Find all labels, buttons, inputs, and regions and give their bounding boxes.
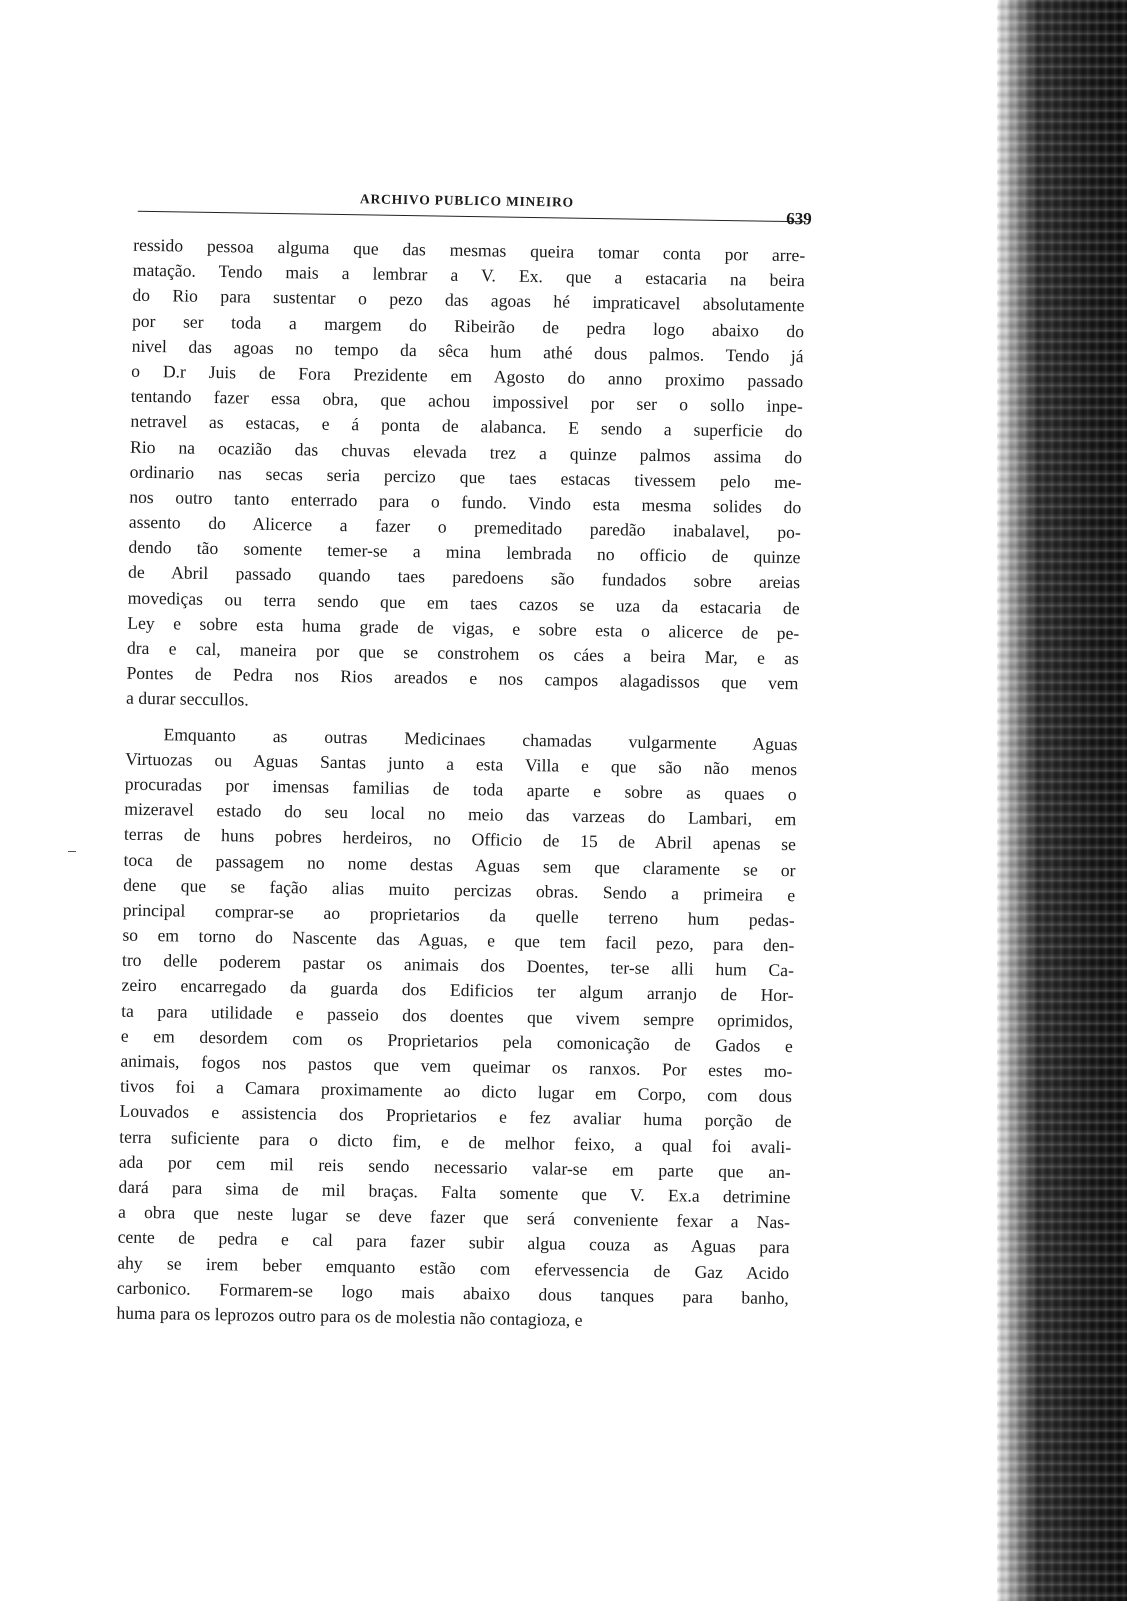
page-number: 639 xyxy=(786,208,812,229)
text-line: zeiro encarregado da guarda dos Edificios ter algum arranjo de Hor- xyxy=(121,975,794,1006)
text-line: de Abril passado quando taes paredoens são fundados sobre areias xyxy=(127,562,801,593)
text-line: ressido pessoa alguma que das mesmas queira tomar conta por arre- xyxy=(133,234,806,266)
margin-mark xyxy=(68,851,76,852)
text-line: tivos foi a Camara proximamente ao dicto lugar em Corpo, com dous xyxy=(119,1075,793,1107)
text-line: ta para utilidade e passeio dos doentes que vivem sempre oprimidos, xyxy=(121,1000,794,1031)
text-line: ordinario nas secas seria percizo que taes estacas tivessem pelo me- xyxy=(129,461,802,492)
text-line: a obra que neste lugar se deve fazer que será conveniente fexar a Nas- xyxy=(117,1201,791,1233)
header-rule xyxy=(138,211,806,222)
text-line: terra suficiente para o dicto fim, e de melhor feixo, a qual foi avali- xyxy=(119,1126,792,1157)
text-line: Rio na ocazião das chuvas elevada trez a quinze palmos assima do xyxy=(129,436,803,467)
text-line: nos outro tanto enterrado para o fundo. Vindo esta mesma solides do xyxy=(129,486,802,518)
text-line: Louvados e assistencia dos Proprietarios e fez avaliar huma porção de xyxy=(119,1100,792,1132)
text-line: do Rio para sustentar o pezo das agoas hé impraticavel absolutamente xyxy=(132,285,805,316)
paragraph xyxy=(126,233,805,722)
text-line: nivel das agoas no tempo da sêca hum athé dous palmos. Tendo já xyxy=(131,335,804,367)
text-line: procuradas por imensas familias de toda aparte e sobre as quaes o xyxy=(124,773,797,805)
text-line: Pontes de Pedra nos Rios areados e nos campos alagadissos que vem xyxy=(126,662,799,694)
text-line: o D.r Juis de Fora Prezidente em Agosto do anno proximo passado xyxy=(131,360,804,392)
text-line: por ser toda a margem do Ribeirão de pedra logo abaixo do xyxy=(131,310,805,341)
text-line: dene que se fação alias muito percizas obras. Sendo a primeira e xyxy=(123,874,796,905)
text-line: mizeravel estado do seu local no meio das varzeas do Lambari, em xyxy=(124,798,797,830)
scan-edge-shadow xyxy=(997,0,1127,1601)
text-line: matação. Tendo mais a lembrar a V. Ex. que a estacaria na beira xyxy=(132,259,805,291)
text-line: cente de pedra e cal para fazer subir algua couza as Aguas para xyxy=(117,1226,790,1258)
text-line: so em torno do Nascente das Aguas, e que tem facil pezo, para den- xyxy=(122,924,795,956)
page-header xyxy=(138,185,812,229)
text-line: ada por cem mil reis sendo necessario valar-se em parte que an- xyxy=(118,1151,791,1182)
text-line: movediças ou terra sendo que em taes cazos se uza da estacaria de xyxy=(127,587,800,618)
text-line: dará para sima de mil braças. Falta somente que V. Ex.a detrimine xyxy=(118,1176,791,1208)
text-line: e em desordem com os Proprietarios pela comonicação de Gados e xyxy=(120,1025,793,1056)
text-line: a durar seccullos. xyxy=(125,688,249,710)
text-line: animais, fogos nos pastos que vem queimar os ranxos. Por estes mo- xyxy=(120,1050,793,1082)
text-line: tro delle poderem pastar os animais dos Doentes, ter-se alli hum Ca- xyxy=(121,949,795,981)
text-line: dra e cal, maneira por que se constrohem os cáes a beira Mar, e as xyxy=(126,637,800,669)
text-line: assento do Alicerce a fazer o premeditado paredão inabalavel, po- xyxy=(128,511,801,543)
text-line: principal comprar-se ao proprietarios da quelle terreno hum pedas- xyxy=(122,899,795,931)
body-text xyxy=(116,233,805,1336)
text-line: tentando fazer essa obra, que achou impossivel por ser o sollo inpe- xyxy=(130,385,803,417)
text-line: ahy se irem beber emquanto estão com efervessencia de Gaz Acido xyxy=(117,1252,790,1283)
running-title: ARCHIVO PUBLICO MINEIRO xyxy=(359,191,575,210)
text-line: carbonico. Formarem-se logo mais abaixo dous tanques para banho, xyxy=(116,1277,789,1308)
text-line: dendo tão somente temer-se a mina lembrada no officio de quinze xyxy=(128,536,801,568)
text-line: toca de passagem no nome destas Aguas sem que claramente se or xyxy=(123,849,796,880)
text-line: Emquanto as outras Medicinaes chamadas vulgarmente Aguas xyxy=(163,723,798,754)
text-line: netravel as estacas, e á ponta de alabanca. E sendo a superficie do xyxy=(130,411,803,442)
text-line: huma para os leprozos outro para os de molestia não contagioza, e xyxy=(116,1302,583,1330)
paragraph xyxy=(116,721,797,1336)
text-line: terras de huns pobres herdeiros, no Officio de 15 de Abril apenas se xyxy=(123,823,797,855)
text-line: Ley e sobre esta huma grade de vigas, e sobre esta o alicerce de pe- xyxy=(127,612,800,644)
text-line: Virtuozas ou Aguas Santas junto a esta Villa e que são não menos xyxy=(125,748,798,779)
